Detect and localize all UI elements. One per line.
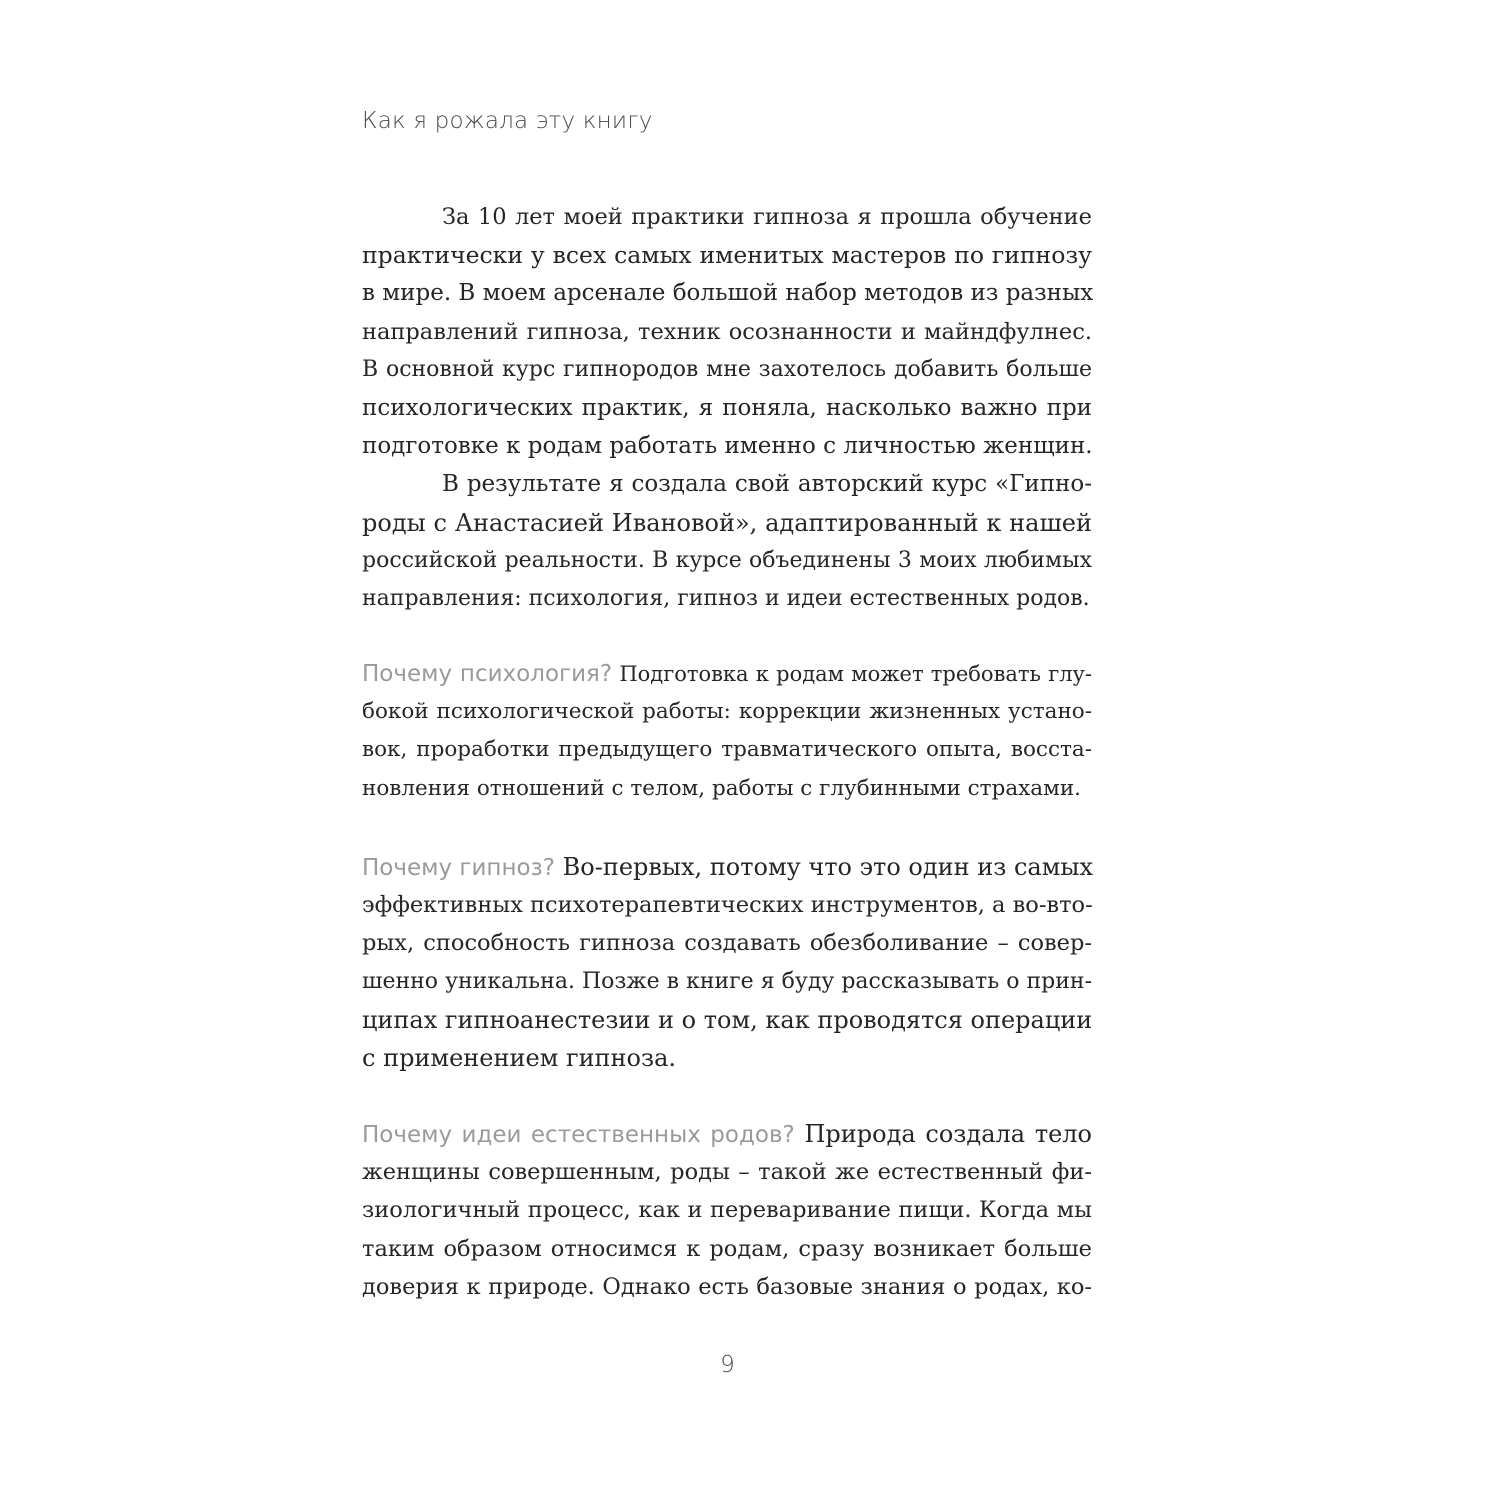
text-line: российской реальности. В курсе объединены 3 моих любимых	[362, 547, 1092, 573]
text-line: в мире. В моем арсенале большой набор методов из разных	[362, 280, 1094, 307]
text-line: эффективных психотерапевтических инструментов, а во-вто-	[362, 892, 1093, 919]
text-line-rest: Во-первых, потому что это один из самых	[555, 853, 1094, 881]
text-line: В основной курс гипнородов мне захотелось добавить больше	[362, 356, 1092, 382]
text-line: вок, проработки предыдущего травматического опыта, восста-	[362, 737, 1092, 763]
paragraph-hypnosis-training	[362, 198, 1092, 618]
text-line: рых, способность гипноза создавать обезболивание – совер-	[362, 930, 1092, 957]
text-line: роды с Анастасией Ивановой», адаптированный к нашей	[362, 508, 1092, 537]
text-line: ципах гипноанестезии и о том, как проводятся операции	[362, 1005, 1093, 1034]
text-line	[362, 655, 1092, 693]
text-line: подготовке к родам работать именно с личностью женщин.	[362, 433, 1093, 460]
text-line: практически у всех самых именитых мастеров по гипнозу	[362, 241, 1092, 270]
paragraph-why-hypnosis	[362, 848, 1092, 1077]
lead-in-heading: Почему психология?	[362, 661, 613, 687]
text-line: зиологичный процесс, как и переваривание пищи. Когда мы	[362, 1197, 1092, 1224]
text-line: направлений гипноза, техник осознанности и майндфулнес.	[362, 318, 1092, 345]
text-line: За 10 лет моей практики гипноза я прошла обучение	[442, 204, 1092, 230]
text-line: доверия к природе. Однако есть базовые знания о родах, ко-	[362, 1273, 1092, 1300]
text-line: новления отношений с телом, работы с глубинными страхами.	[362, 775, 1081, 801]
text-line: женщины совершенным, роды – такой же естественный фи-	[362, 1159, 1092, 1186]
text-line-rest: Подготовка к родам может требовать глу-	[612, 662, 1092, 686]
text-line: с применением гипноза.	[362, 1043, 677, 1072]
paragraph-why-psychology	[362, 655, 1092, 808]
page-number: 9	[720, 1352, 735, 1378]
text-line	[362, 1115, 1092, 1153]
text-line-rest: Природа создала тело	[794, 1120, 1092, 1148]
paragraph-why-natural-birth	[362, 1115, 1092, 1306]
running-head: Как я рожала эту книгу	[362, 108, 653, 134]
text-line: психологических практик, я поняла, насколько важно при	[362, 394, 1092, 421]
text-line: бокой психологической работы: коррекции жизненных устано-	[362, 699, 1092, 725]
text-line: направления: психология, гипноз и идеи естественных родов.	[362, 585, 1090, 611]
text-line: таким образом относимся к родам, сразу возникает больше	[362, 1235, 1092, 1262]
lead-in-heading: Почему идеи естественных родов?	[362, 1122, 795, 1148]
text-line	[362, 848, 1092, 886]
text-line: В результате я создала свой авторский курс «Гипно-	[442, 471, 1092, 498]
text-line: шенно уникальна. Позже в книге я буду рассказывать о прин-	[362, 968, 1092, 994]
lead-in-heading: Почему гипноз?	[362, 855, 555, 881]
